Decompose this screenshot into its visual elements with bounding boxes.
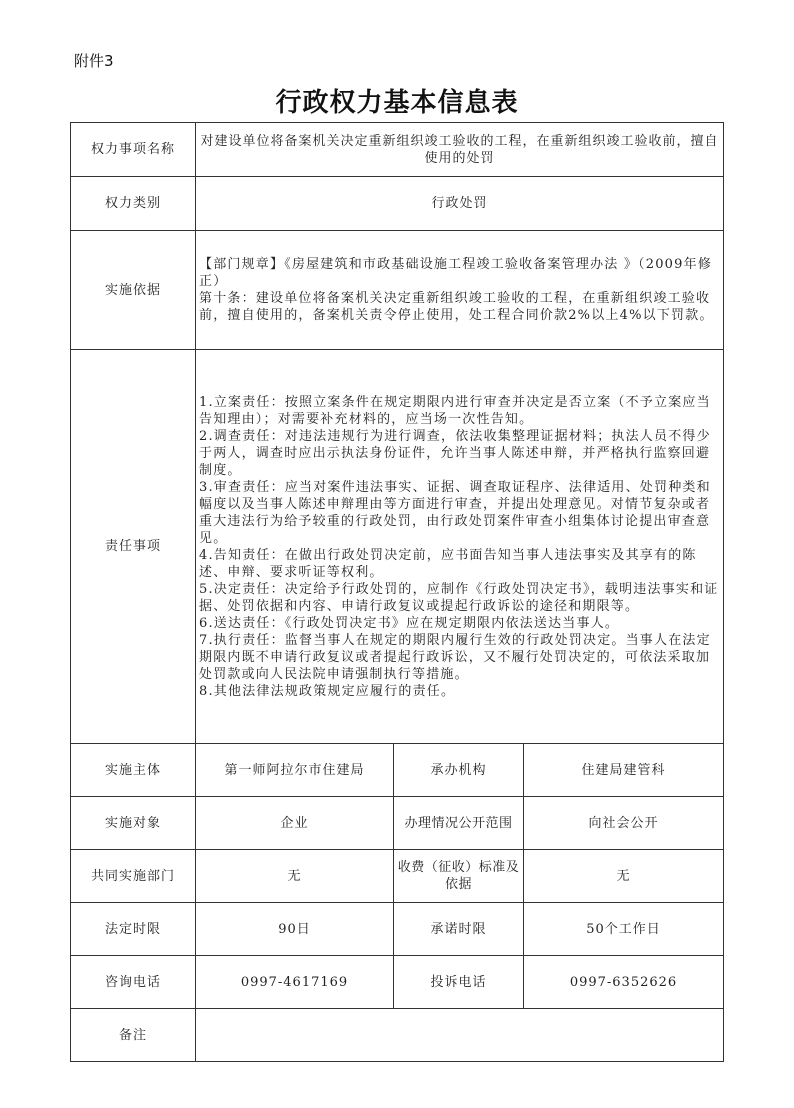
list-item: 5.决定责任：决定给予行政处罚的，应制作《行政处罚决定书》，载明违法事实和证据、处罚依据和内容、申请行政复议或提起行政诉讼的途径和期限等。 — [199, 581, 719, 614]
implementation-target: 企业 — [196, 797, 394, 850]
row-label: 共同实施部门 — [71, 850, 196, 903]
info-table — [70, 122, 724, 1062]
list-item: 7.执行责任：监督当事人在规定的期限内履行生效的行政处罚决定。当事人在法定期限内既不申请行政复议或者提起行政诉讼，又不履行处罚决定的，可依法采取加处罚款或向人民法院申请强制执行等措施。 — [199, 632, 711, 682]
handling-agency: 住建局建管科 — [524, 744, 724, 797]
power-category: 行政处罚 — [196, 177, 724, 231]
remark-value — [196, 1009, 724, 1062]
power-item-name: 对建设单位将备案机关决定重新组织竣工验收的工程，在重新组织竣工验收前，擅自使用的处罚 — [196, 123, 724, 177]
table-row — [71, 123, 724, 177]
row-label: 咨询电话 — [71, 956, 196, 1009]
list-item: 6.送达责任：《行政处罚决定书》应在规定期限内依法送达当事人。 — [199, 615, 620, 631]
responsibility-list — [196, 350, 724, 744]
table-row — [71, 956, 724, 1009]
table-row — [71, 850, 724, 903]
table-row — [71, 797, 724, 850]
implementation-basis: 【部门规章】《房屋建筑和市政基础设施工程竣工验收备案管理办法 》（2009年修正） 第十条：建设单位将备案机关决定重新组织竣工验收的工程，在重新组织竣工验收前，擅自使用的，备案机关责令停止使用，处工程合同价款2%以上4%以下罚款。 — [196, 231, 724, 350]
list-item: 8.其他法律法规政策规定应履行的责任。 — [199, 683, 456, 699]
row-label: 备注 — [71, 1009, 196, 1062]
list-item: 1.立案责任：按照立案条件在规定期限内进行审查并决定是否立案（不予立案应当告知理由）；对需要补充材料的，应当场一次性告知。 — [199, 394, 711, 427]
row-label: 权力事项名称 — [71, 123, 196, 177]
implementing-subject: 第一师阿拉尔市住建局 — [196, 744, 394, 797]
table-row — [71, 350, 724, 744]
row-label: 承办机构 — [394, 744, 524, 797]
joint-department: 无 — [196, 850, 394, 903]
table-row — [71, 903, 724, 956]
attachment-label: 附件3 — [74, 52, 114, 70]
row-label: 收费（征收）标准及依据 — [394, 850, 524, 903]
table-row — [71, 744, 724, 797]
complaint-phone: 0997-6352626 — [524, 956, 724, 1009]
list-item: 2.调查责任：对违法违规行为进行调查，依法收集整理证据材料；执法人员不得少于两人，调查时应出示执法身份证件，允许当事人陈述申辩，并严格执行监察回避制度。 — [199, 428, 711, 478]
promised-time-limit: 50个工作日 — [524, 903, 724, 956]
table-row — [71, 177, 724, 231]
row-label: 实施依据 — [71, 231, 196, 350]
row-label: 投诉电话 — [394, 956, 524, 1009]
legal-time-limit: 90日 — [196, 903, 394, 956]
row-label: 实施主体 — [71, 744, 196, 797]
row-label: 责任事项 — [71, 350, 196, 744]
table-row — [71, 1009, 724, 1062]
consult-phone: 0997-4617169 — [196, 956, 394, 1009]
row-label: 办理情况公开范围 — [394, 797, 524, 850]
row-label: 实施对象 — [71, 797, 196, 850]
fee-standard: 无 — [524, 850, 724, 903]
row-label: 承诺时限 — [394, 903, 524, 956]
list-item: 3.审查责任：应当对案件违法事实、证据、调查取证程序、法律适用、处罚种类和幅度以及当事人陈述申辩理由等方面进行审查，并提出处理意见。对情节复杂或者重大违法行为给予较重的行政处罚，由行政处罚案件审查小组集体讨论提出审查意见。 — [199, 479, 711, 546]
table-row — [71, 231, 724, 350]
row-label: 权力类别 — [71, 177, 196, 231]
row-label: 法定时限 — [71, 903, 196, 956]
list-item: 4.告知责任：在做出行政处罚决定前，应书面告知当事人违法事实及其享有的陈述、申辩、要求听证等权利。 — [199, 547, 697, 580]
disclosure-scope: 向社会公开 — [524, 797, 724, 850]
page-title: 行政权力基本信息表 — [275, 88, 519, 118]
